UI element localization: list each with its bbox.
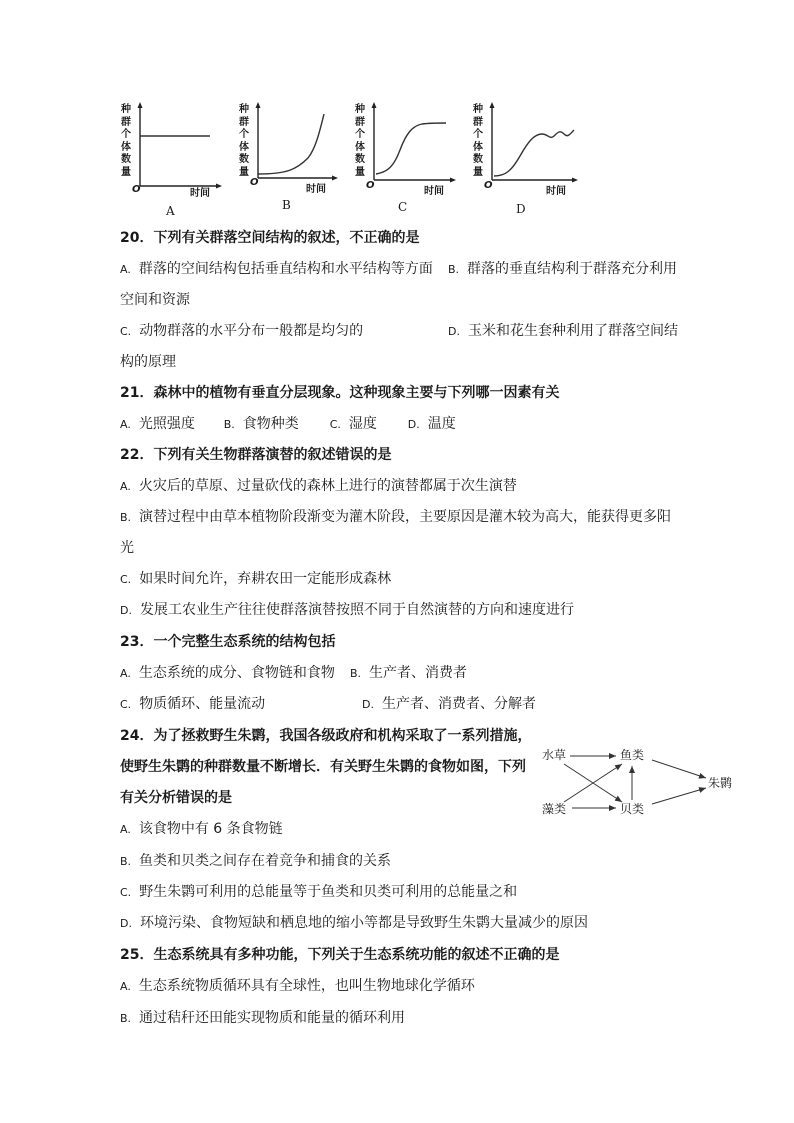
q20-option-d-text: 玉米和花生套种利用了群落空间结 bbox=[467, 323, 678, 339]
q21-stem: 21．森林中的植物有垂直分层现象。这种现象主要与下列哪一因素有关 bbox=[120, 385, 560, 401]
q20-option-d-continued: 构的原理 bbox=[120, 354, 176, 370]
q23-option-c bbox=[120, 695, 265, 714]
graph-d bbox=[470, 100, 580, 222]
q21-option-c-text: 湿度 bbox=[348, 416, 377, 432]
q23-stem: 23．一个完整生态系统的结构包括 bbox=[120, 634, 336, 650]
graph-c-origin: O bbox=[366, 180, 375, 191]
graph-c-letter: C bbox=[398, 200, 408, 214]
q24-option-c bbox=[120, 883, 517, 902]
q20-option-a-text: 群落的空间结构包括垂直结构和水平结构等方面 bbox=[138, 261, 433, 277]
q25-option-a bbox=[120, 977, 475, 996]
q22-option-a-text: 火灾后的草原、过量砍伐的森林上进行的演替都属于次生演替 bbox=[138, 478, 517, 494]
q23-option-d bbox=[362, 695, 536, 714]
q24-option-a-letter: A. bbox=[120, 823, 131, 836]
q20-option-d bbox=[448, 322, 678, 341]
q20-option-c-letter: C. bbox=[120, 325, 132, 338]
population-graphs bbox=[118, 100, 588, 222]
q21-option-b-text: 食物种类 bbox=[242, 416, 299, 432]
q24-option-d bbox=[120, 914, 588, 933]
graph-c-curve bbox=[376, 123, 446, 174]
q25-option-a-text: 生态系统物质循环具有全球性，也叫生物地球化学循环 bbox=[138, 978, 475, 994]
node-ibis: 朱鹮 bbox=[708, 776, 733, 790]
node-algae: 藻类 bbox=[542, 802, 567, 816]
graph-d-curve bbox=[494, 130, 574, 176]
q23-option-c-text: 物质循环、能量流动 bbox=[139, 696, 266, 712]
graph-b-plot bbox=[236, 100, 346, 222]
graph-b-letter: B bbox=[282, 198, 291, 212]
q22-option-d-text: 发展工农业生产往往使群落演替按照不同于自然演替的方向和速度进行 bbox=[139, 602, 574, 618]
q20-option-d-letter: D. bbox=[448, 325, 460, 338]
q20-option-b-letter: B. bbox=[448, 263, 460, 276]
q25-option-a-letter: A. bbox=[120, 980, 131, 993]
q20-option-b bbox=[448, 260, 677, 279]
q23-option-b-letter: B. bbox=[350, 667, 362, 680]
q22-option-c-text: 如果时间允许，弃耕农田一定能形成森林 bbox=[139, 571, 392, 587]
q22-option-c bbox=[120, 570, 391, 589]
q20-option-c bbox=[120, 322, 363, 341]
graph-d-xlabel: 时间 bbox=[546, 186, 566, 197]
q23-option-d-text: 生产者、消费者、分解者 bbox=[381, 696, 536, 712]
arrow-fish-to-ibis bbox=[652, 760, 706, 778]
graph-b-xlabel: 时间 bbox=[306, 184, 326, 195]
q20-option-c-text: 动物群落的水平分布一般都是均匀的 bbox=[139, 323, 364, 339]
graph-c-xlabel: 时间 bbox=[424, 186, 444, 197]
q20-option-a-letter: A. bbox=[120, 263, 131, 276]
node-shellfish: 贝类 bbox=[620, 802, 645, 816]
q22-option-b-letter: B. bbox=[120, 511, 132, 524]
q22-option-a bbox=[120, 477, 517, 496]
q21-option-b-letter: B. bbox=[223, 418, 235, 431]
q23-option-c-letter: C. bbox=[120, 698, 132, 711]
graph-c-ylabel: 种群个体数量 bbox=[355, 104, 365, 178]
q21-option-d-text: 温度 bbox=[427, 416, 456, 432]
food-web-diagram bbox=[540, 742, 740, 822]
q24-stem-line3: 有关分析错误的是 bbox=[120, 790, 232, 806]
q20-stem: 20．下列有关群落空间结构的叙述，不正确的是 bbox=[120, 230, 420, 246]
q25-option-b bbox=[120, 1009, 405, 1028]
q22-option-c-letter: C. bbox=[120, 573, 132, 586]
graph-d-ylabel: 种群个体数量 bbox=[473, 104, 483, 178]
q24-option-b-letter: B. bbox=[120, 855, 132, 868]
q24-option-b-text: 鱼类和贝类之间存在着竞争和捕食的关系 bbox=[139, 853, 392, 869]
graph-a-xlabel: 时间 bbox=[190, 188, 210, 199]
q24-stem-line1: 24．为了拯救野生朱鹮，我国各级政府和机构采取了一系列措施， bbox=[120, 728, 532, 744]
q20-option-a bbox=[120, 260, 433, 279]
q20-option-b-continued: 空间和资源 bbox=[120, 292, 190, 308]
q24-stem-line2: 使野生朱鹮的种群数量不断增长．有关野生朱鹮的食物如图，下列 bbox=[120, 759, 526, 775]
q23-option-b-text: 生产者、消费者 bbox=[369, 665, 468, 681]
graph-a-ylabel: 种群个体数量 bbox=[121, 104, 131, 178]
node-fish: 鱼类 bbox=[620, 748, 645, 762]
q23-option-a-text: 生态系统的成分、食物链和食物 bbox=[138, 665, 335, 681]
q23-option-a bbox=[120, 664, 335, 683]
q22-option-b-text: 演替过程中由草本植物阶段渐变为灌木阶段，主要原因是灌木较为高大，能获得更多阳 bbox=[139, 509, 672, 525]
graph-b bbox=[236, 100, 346, 222]
q25-option-b-text: 通过秸秆还田能实现物质和能量的循环利用 bbox=[139, 1010, 406, 1026]
q22-option-b bbox=[120, 508, 671, 527]
q25-option-b-letter: B. bbox=[120, 1012, 132, 1025]
q22-option-b-continued: 光 bbox=[120, 540, 134, 556]
graph-d-origin: O bbox=[484, 180, 493, 191]
q24-option-b bbox=[120, 852, 391, 871]
graph-a-origin: O bbox=[132, 184, 141, 195]
q21-option-a-letter: A. bbox=[120, 418, 131, 431]
arrow-shellfish-to-ibis bbox=[652, 788, 706, 804]
graph-a-letter: A bbox=[166, 204, 175, 218]
q25-stem: 25．生态系统具有多种功能，下列关于生态系统功能的叙述不正确的是 bbox=[120, 947, 560, 963]
q22-option-d bbox=[120, 601, 574, 620]
graph-b-ylabel: 种群个体数量 bbox=[239, 104, 249, 178]
q24-option-c-text: 野生朱鹮可利用的总能量等于鱼类和贝类可利用的总能量之和 bbox=[139, 884, 518, 900]
q21-option-c-letter: C. bbox=[329, 418, 341, 431]
graph-b-curve bbox=[258, 114, 324, 174]
q21-options bbox=[120, 415, 456, 434]
q24-option-d-text: 环境污染、食物短缺和栖息地的缩小等都是导致野生朱鹮大量减少的原因 bbox=[139, 915, 588, 931]
q22-option-a-letter: A. bbox=[120, 480, 131, 493]
graph-c bbox=[352, 100, 462, 222]
q23-option-b bbox=[350, 664, 467, 683]
q21-option-d-letter: D. bbox=[407, 418, 420, 431]
node-water-grass: 水草 bbox=[542, 748, 567, 762]
q22-option-d-letter: D. bbox=[120, 604, 132, 617]
q21-option-a-text: 光照强度 bbox=[138, 416, 195, 432]
q23-option-d-letter: D. bbox=[362, 698, 374, 711]
q22-stem: 22．下列有关生物群落演替的叙述错误的是 bbox=[120, 447, 392, 463]
q24-option-d-letter: D. bbox=[120, 917, 132, 930]
graph-d-letter: D bbox=[516, 202, 526, 216]
graph-a bbox=[118, 100, 228, 222]
q23-option-a-letter: A. bbox=[120, 667, 131, 680]
q24-option-c-letter: C. bbox=[120, 886, 132, 899]
q20-option-b-text: 群落的垂直结构利于群落充分利用 bbox=[467, 261, 678, 277]
q24-option-a-text: 该食物中有 6 条食物链 bbox=[138, 821, 283, 837]
q24-option-a bbox=[120, 820, 283, 839]
graph-b-origin: O bbox=[250, 177, 259, 188]
